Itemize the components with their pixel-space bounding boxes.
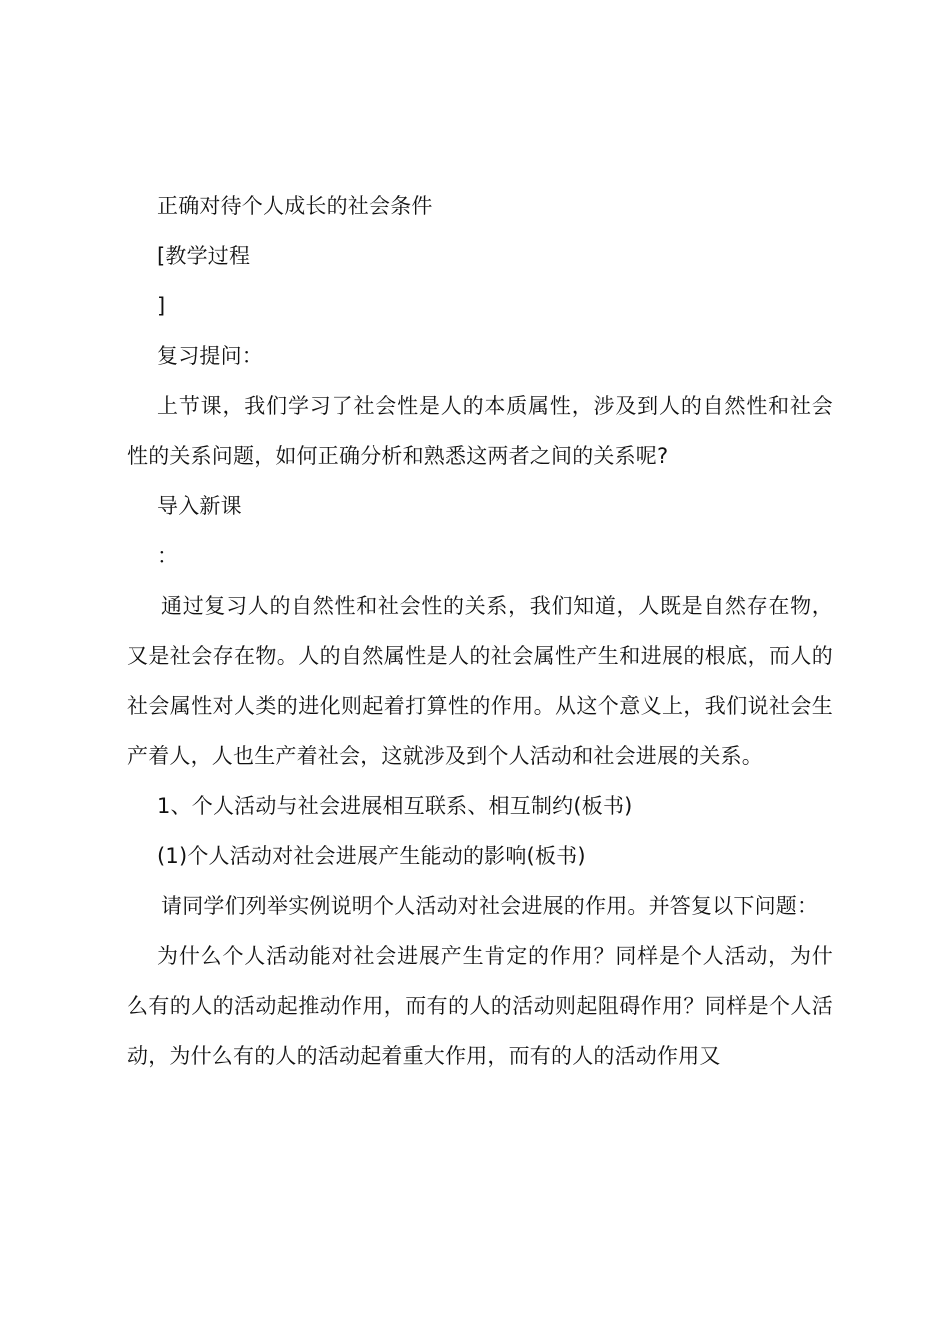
section-label-intro: 导入新课 [157,494,242,518]
paragraph-intro: 通过复习人的自然性和社会性的关系，我们知道，人既是自然存在物，又是社会存在物。人的自然属性是人的社会属性产生和进展的根底，而人的社会属性对人类的进化则起着打算性的作用。从这个意义上，我们说社会生产着人，人也生产着社会，这就涉及到个人活动和社会进展的关系。 [127,594,833,768]
section-label-review: 复习提问： [157,344,263,368]
paragraph-questions: 为什么个人活动能对社会进展产生肯定的作用？同样是个人活动，为什么有的人的活动起推动作用，而有的人的活动则起阻碍作用？同样是个人活动，为什么有的人的活动起着重大作用，而有的人的活动作用又 [127,944,833,1068]
heading-point-1-1: (1)个人活动对社会进展产生能动的影响(板书) [157,844,586,868]
section-label-teaching-process: [教学过程 [157,244,251,268]
section-label-colon: ： [157,544,179,568]
document-body [127,181,833,1081]
paragraph-examples-prompt: 请同学们列举实例说明个人活动对社会进展的作用。并答复以下问题： [161,894,819,918]
lesson-title: 正确对待个人成长的社会条件 [157,194,433,218]
paragraph-review-question: 上节课，我们学习了社会性是人的本质属性，涉及到人的自然性和社会性的关系问题，如何正确分析和熟悉这两者之间的关系呢? [127,394,833,468]
section-label-bracket: ] [157,294,166,318]
heading-point-1: 1、个人活动与社会进展相互联系、相互制约(板书) [157,794,633,818]
